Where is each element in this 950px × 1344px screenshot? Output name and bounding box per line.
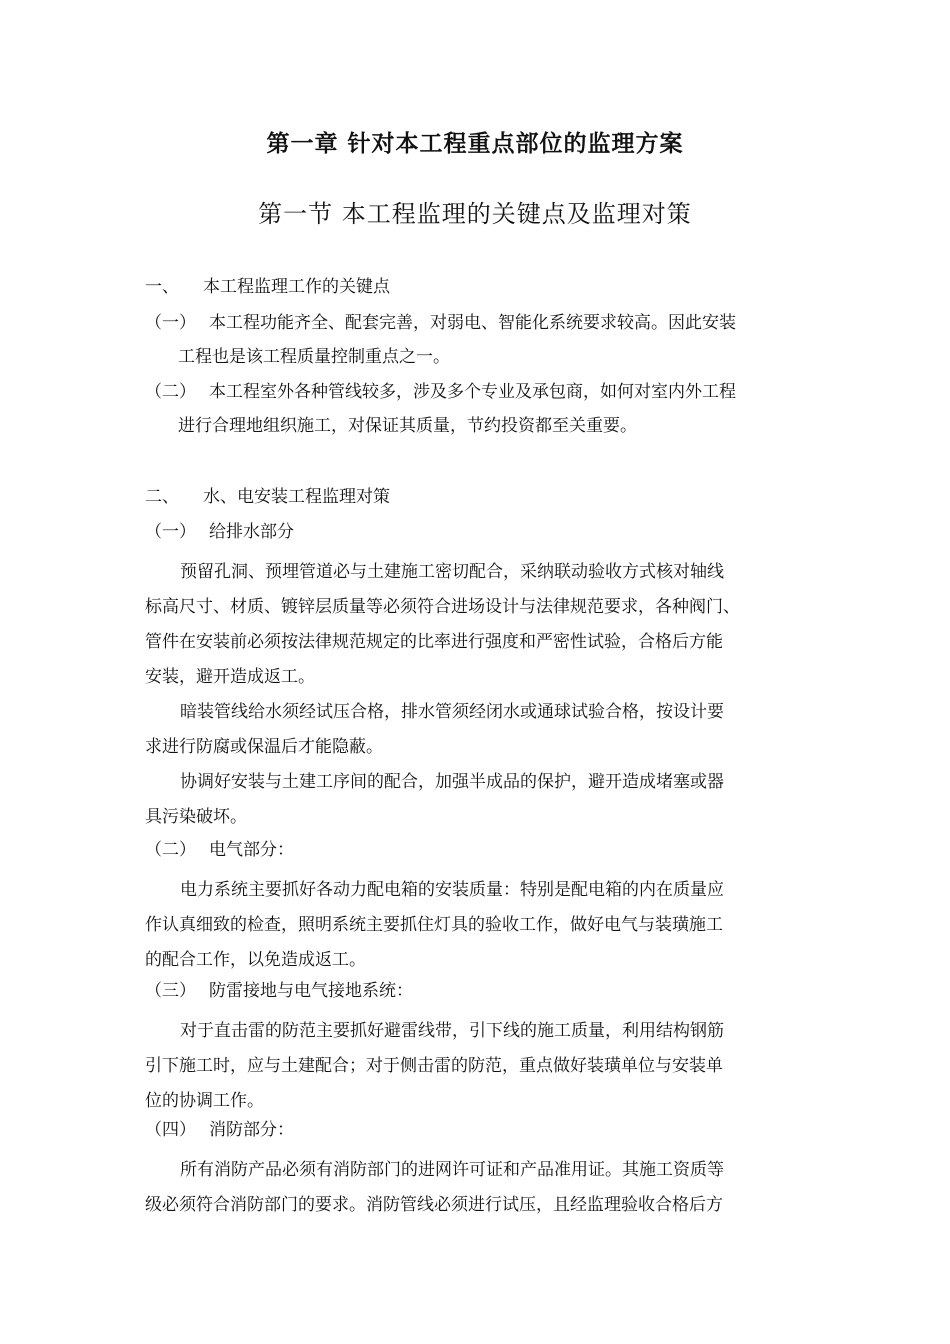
electric-heading	[145, 838, 294, 862]
part1-item1-number: （一）	[145, 313, 196, 333]
lightning-p1-line2: 引下施工时，应与土建配合；对于侧击雷的防范，重点做好装璜单位与安装单	[145, 1056, 723, 1076]
electric-p1-line1: 电力系统主要抓好各动力配电箱的安装质量：特别是配电箱的内在质量应	[180, 880, 724, 900]
lightning-number: （三）	[145, 981, 196, 1001]
chapter-title: 第一章 针对本工程重点部位的监理方案	[266, 130, 684, 157]
water-number: （一）	[145, 522, 196, 542]
electric-title: 电气部分：	[209, 840, 294, 860]
fire-heading	[145, 1118, 294, 1142]
part1-item1-line2: 工程也是该工程质量控制重点之一。	[178, 347, 450, 367]
part1-item1-line1	[145, 311, 736, 335]
water-title: 给排水部分	[209, 522, 294, 542]
part1-item1-text1: 本工程功能齐全、配套完善，对弱电、智能化系统要求较高。因此安装	[209, 313, 736, 333]
water-p2-line2: 求进行防腐或保温后才能隐蔽。	[145, 737, 383, 757]
part2-number: 二、	[145, 487, 179, 507]
electric-number: （二）	[145, 840, 196, 860]
lightning-heading	[145, 979, 413, 1003]
lightning-p1-line3: 位的协调工作。	[145, 1091, 264, 1111]
water-p1-line3: 管件在安装前必须按法律规范规定的比率进行强度和严密性试验，合格后方能	[145, 632, 723, 652]
part1-item2-text1: 本工程室外各种管线较多，涉及多个专业及承包商，如何对室内外工程	[209, 382, 736, 402]
electric-p1-line2: 作认真细致的检查，照明系统主要抓住灯具的验收工作，做好电气与装璜施工	[145, 915, 723, 935]
section-title: 第一节 本工程监理的关键点及监理对策	[258, 200, 692, 228]
fire-title: 消防部分：	[209, 1120, 294, 1140]
water-p3-line1: 协调好安装与土建工序间的配合，加强半成品的保护，避开造成堵塞或器	[180, 772, 724, 792]
part1-heading	[145, 275, 390, 299]
part2-heading	[145, 485, 390, 509]
water-p3-line2: 具污染破坏。	[145, 807, 247, 827]
fire-p1-line2: 级必须符合消防部门的要求。消防管线必须进行试压，且经监理验收合格后方	[145, 1195, 723, 1215]
electric-p1-line3: 的配合工作，以免造成返工。	[145, 950, 366, 970]
water-heading	[145, 520, 294, 544]
part1-number: 一、	[145, 277, 179, 297]
part1-item2-line2: 进行合理地组织施工，对保证其质量，节约投资都至关重要。	[178, 416, 637, 436]
water-p1-line2: 标高尺寸、材质、镀锌层质量等必须符合进场设计与法律规范要求，各种阀门、	[145, 597, 740, 617]
water-p1-line1: 预留孔洞、预埋管道必与土建施工密切配合，采纳联动验收方式核对轴线	[180, 562, 724, 582]
fire-number: （四）	[145, 1120, 196, 1140]
lightning-title: 防雷接地与电气接地系统：	[209, 981, 413, 1001]
water-p2-line1: 暗装管线给水须经试压合格，排水管须经闭水或通球试验合格，按设计要	[180, 702, 724, 722]
part1-item2-number: （二）	[145, 382, 196, 402]
part1-title: 本工程监理工作的关键点	[203, 277, 390, 297]
part1-item2-line1	[145, 380, 736, 404]
fire-p1-line1: 所有消防产品必须有消防部门的进网许可证和产品准用证。其施工资质等	[180, 1160, 724, 1180]
lightning-p1-line1: 对于直击雷的防范主要抓好避雷线带，引下线的施工质量，利用结构钢筋	[180, 1021, 724, 1041]
water-p1-line4: 安装，避开造成返工。	[145, 667, 315, 687]
part2-title: 水、电安装工程监理对策	[203, 487, 390, 507]
